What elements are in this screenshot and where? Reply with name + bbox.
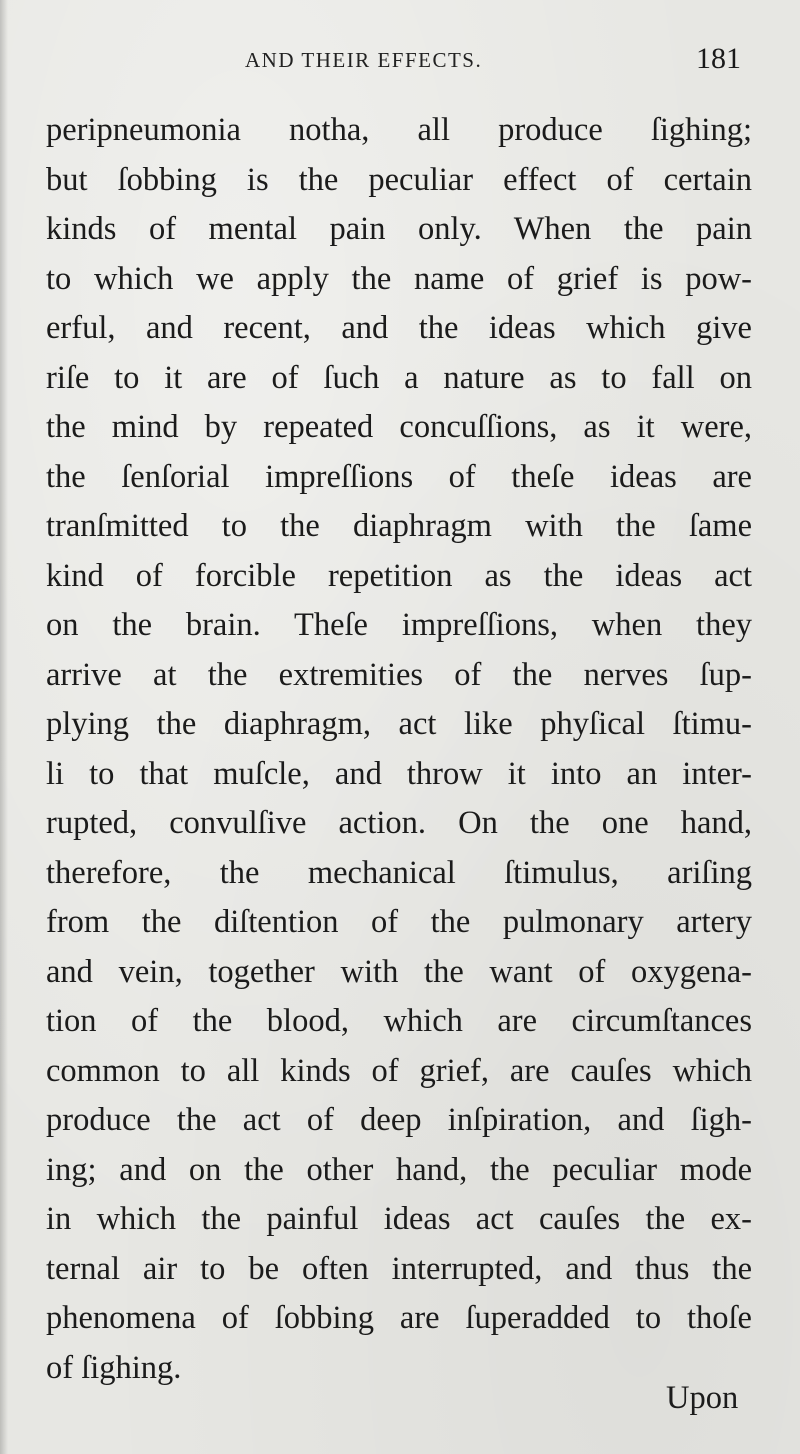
- text-line: li to that muſcle, and throw it into an inter-: [46, 755, 752, 792]
- text-line: tranſmitted to the diaphragm with the ſame: [46, 508, 752, 544]
- text-line: ternal air to be often interrupted, and thus the: [46, 1250, 752, 1287]
- running-head: [0, 42, 800, 84]
- text-line: in which the painful ideas act cauſes the ex-: [46, 1201, 752, 1237]
- text-line: common to all kinds of grief, are cauſes which: [46, 1052, 752, 1089]
- text-line: arrive at the extremities of the nerves ſup-: [46, 656, 752, 693]
- page-number: 181: [696, 42, 741, 75]
- text-line: tion of the blood, which are circumſtances: [46, 1003, 752, 1039]
- text-line: but ſobbing is the peculiar effect of certain: [46, 161, 752, 198]
- text-line: the mind by repeated concuſſions, as it were,: [46, 409, 752, 445]
- text-line: the ſenſorial impreſſions of theſe ideas are: [46, 458, 752, 495]
- text-line: erful, and recent, and the ideas which give: [46, 310, 752, 346]
- body-text: [46, 106, 752, 1393]
- text-line: and vein, together with the want of oxygena-: [46, 953, 752, 990]
- text-line: ing; and on the other hand, the peculiar mode: [46, 1151, 752, 1188]
- text-line: of ſighing.: [46, 1349, 182, 1386]
- text-line: plying the diaphragm, act like phyſical ſtimu-: [46, 706, 752, 742]
- text-line: therefore, the mechanical ſtimulus, ariſing: [46, 854, 752, 891]
- text-line: kind of forcible repetition as the ideas act: [46, 557, 752, 594]
- text-line: kinds of mental pain only. When the pain: [46, 211, 752, 247]
- text-line: peripneumonia notha, all produce ſighing;: [46, 112, 752, 148]
- text-line: from the diſtention of the pulmonary artery: [46, 904, 752, 940]
- text-line: to which we apply the name of grief is pow-: [46, 260, 752, 297]
- text-line: riſe to it are of ſuch a nature as to fall on: [46, 359, 752, 396]
- page-gutter-shadow: [0, 0, 8, 1454]
- text-line: phenomena of ſobbing are ſuperadded to thoſe: [46, 1300, 752, 1336]
- text-line: rupted, convulſive action. On the one hand,: [46, 805, 752, 841]
- text-line: produce the act of deep inſpiration, and ſigh-: [46, 1102, 752, 1138]
- text-line: on the brain. Theſe impreſſions, when they: [46, 607, 752, 643]
- running-title: AND THEIR EFFECTS.: [245, 48, 483, 72]
- catchword: Upon: [666, 1380, 739, 1416]
